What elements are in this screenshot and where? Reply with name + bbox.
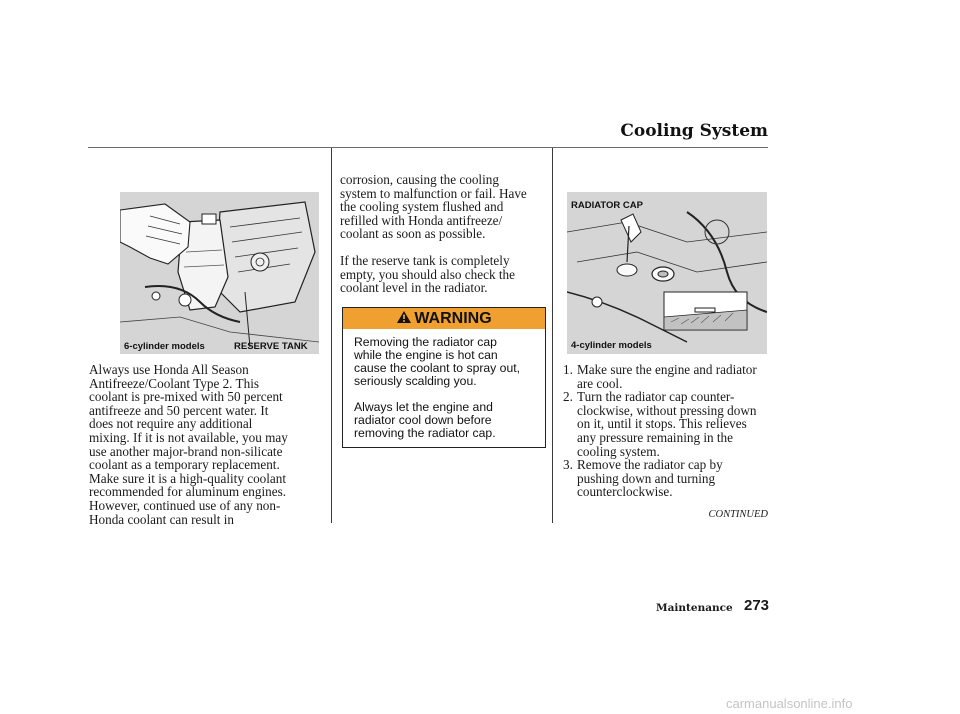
text-line: Antifreeze/Coolant Type 2. This bbox=[89, 375, 259, 391]
text-line: Turn the radiator cap counter- bbox=[577, 389, 735, 405]
warning-paragraph-2 bbox=[354, 401, 535, 440]
text-line: counterclockwise. bbox=[577, 484, 673, 500]
column-divider-1 bbox=[331, 148, 332, 523]
text-line: cause the coolant to spray out, bbox=[354, 361, 520, 375]
warning-header bbox=[343, 308, 545, 329]
text-line: Honda coolant can result in bbox=[89, 511, 235, 527]
text-line: However, continued use of any non- bbox=[89, 497, 281, 513]
warning-triangle-icon bbox=[396, 310, 412, 324]
text-line: coolant as a temporary replacement. bbox=[89, 457, 280, 473]
step-number: 1. bbox=[563, 362, 573, 377]
figure-label-reserve-tank: RESERVE TANK bbox=[234, 341, 308, 352]
watermark: carmanualsonline.info bbox=[726, 696, 853, 711]
text-line: are cool. bbox=[577, 375, 623, 391]
page-title: Cooling System bbox=[620, 121, 768, 141]
text-line: use another major-brand non-silicate bbox=[89, 443, 283, 459]
corrosion-paragraph bbox=[340, 173, 546, 241]
warning-box bbox=[342, 307, 546, 448]
step-2 bbox=[563, 390, 769, 458]
text-line: the cooling system flushed and bbox=[340, 199, 504, 215]
text-line: coolant level in the radiator. bbox=[340, 280, 488, 296]
text-line: corrosion, causing the cooling bbox=[340, 172, 499, 187]
procedure-steps bbox=[563, 363, 769, 499]
engine-illustration bbox=[120, 192, 319, 354]
text-line: Always let the engine and bbox=[354, 400, 493, 414]
step-number: 3. bbox=[563, 457, 573, 473]
reserve-tank-figure bbox=[120, 192, 319, 354]
section-name: Maintenance bbox=[656, 602, 733, 614]
step-3 bbox=[563, 458, 769, 499]
text-line: on it, until it stops. This relieves bbox=[577, 416, 747, 432]
page-number: 273 bbox=[744, 597, 770, 614]
figure-label-6-cylinder: 6-cylinder models bbox=[124, 341, 205, 352]
warning-paragraph-1 bbox=[354, 336, 535, 388]
step-number: 2. bbox=[563, 389, 573, 405]
text-line: refilled with Honda antifreeze/ bbox=[340, 212, 503, 228]
text-line: clockwise, without pressing down bbox=[577, 402, 757, 418]
text-line: any pressure remaining in the bbox=[577, 429, 734, 445]
text-line: Make sure the engine and radiator bbox=[577, 362, 757, 377]
column-divider-2 bbox=[552, 148, 553, 523]
radiator-illustration bbox=[567, 192, 767, 354]
text-line: does not require any additional bbox=[89, 416, 253, 432]
text-line: recommended for aluminum engines. bbox=[89, 484, 287, 500]
text-line: coolant is pre-mixed with 50 percent bbox=[89, 389, 283, 405]
text-line: Make sure it is a high-quality coolant bbox=[89, 470, 287, 486]
text-line: If the reserve tank is completely bbox=[340, 253, 510, 268]
reserve-tank-paragraph bbox=[340, 254, 546, 295]
text-line: antifreeze and 50 percent water. It bbox=[89, 402, 269, 418]
text-line: pushing down and turning bbox=[577, 470, 716, 486]
text-line: Remove the radiator cap by bbox=[577, 457, 723, 473]
text-line: cooling system. bbox=[577, 443, 660, 459]
continued-label: CONTINUED bbox=[708, 509, 768, 520]
coolant-paragraph bbox=[89, 363, 325, 526]
text-line: removing the radiator cap. bbox=[354, 426, 496, 440]
header-rule bbox=[88, 147, 768, 148]
figure-label-4-cylinder: 4-cylinder models bbox=[571, 340, 652, 351]
text-line: coolant as soon as possible. bbox=[340, 226, 486, 242]
text-line: Removing the radiator cap bbox=[354, 335, 497, 349]
text-line: while the engine is hot can bbox=[354, 348, 498, 362]
step-1 bbox=[563, 363, 769, 390]
radiator-cap-figure bbox=[567, 192, 767, 354]
text-line: system to malfunction or fail. Have bbox=[340, 185, 527, 201]
warning-title: WARNING bbox=[414, 310, 492, 327]
text-line: empty, you should also check the bbox=[340, 266, 515, 282]
text-line: Always use Honda All Season bbox=[89, 362, 249, 377]
figure-label-radiator-cap: RADIATOR CAP bbox=[571, 200, 643, 211]
warning-text bbox=[343, 329, 545, 440]
text-line: mixing. If it is not available, you may bbox=[89, 429, 288, 445]
text-line: radiator cool down before bbox=[354, 413, 492, 427]
text-line: seriously scalding you. bbox=[354, 374, 477, 388]
